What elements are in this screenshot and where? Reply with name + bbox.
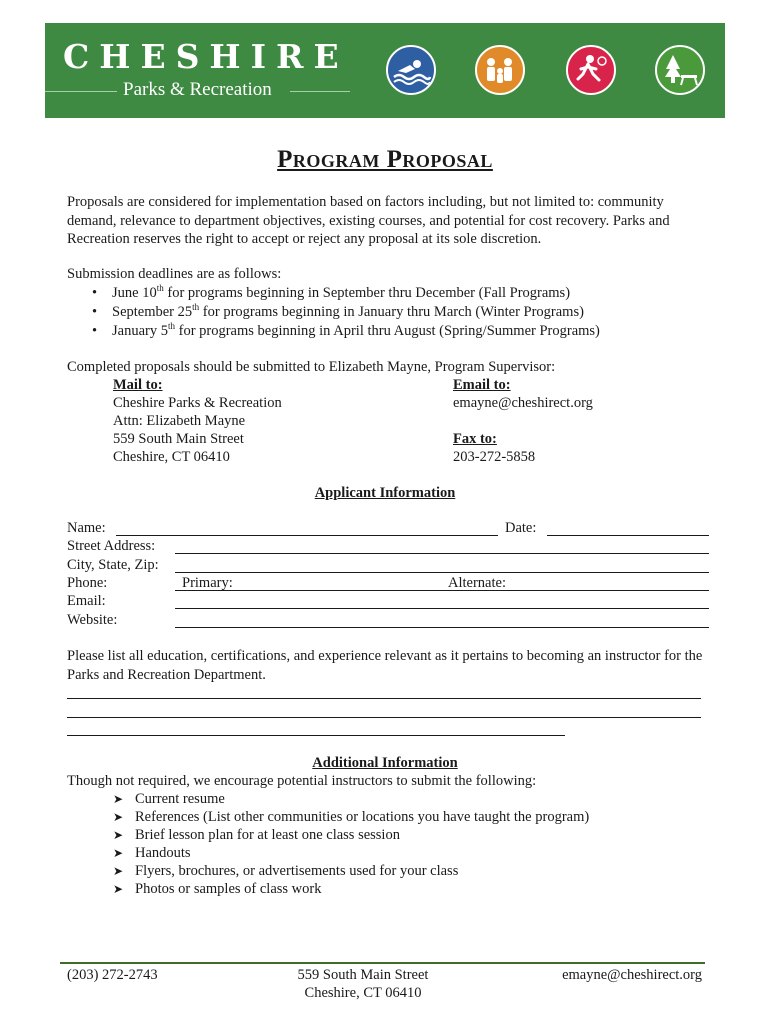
name-field[interactable] (116, 535, 498, 536)
fax-to-label: Fax to: (453, 431, 497, 447)
submission-intro: Completed proposals should be submitted to Elizabeth Mayne, Program Supervisor: (67, 359, 556, 375)
email-address[interactable]: emayne@cheshirect.org (453, 395, 593, 411)
website-label: Website: (67, 612, 118, 628)
email-to-label: Email to: (453, 377, 511, 393)
footer-phone: (203) 272-2743 (67, 967, 158, 983)
family-icon (475, 45, 525, 95)
experience-line[interactable] (67, 717, 701, 718)
mail-line: 559 South Main Street (113, 431, 244, 447)
alternate-label: Alternate: (448, 575, 506, 591)
phone-field[interactable] (175, 590, 709, 591)
list-item: ➤ Current resume (113, 791, 225, 807)
city-field[interactable] (175, 572, 709, 573)
brand-title: CHESHIRE (63, 37, 349, 76)
website-field[interactable] (175, 627, 709, 628)
picnic-tree-icon (655, 45, 705, 95)
footer-address-line2: Cheshire, CT 06410 (304, 985, 422, 1001)
city-label: City, State, Zip: (67, 557, 159, 573)
footer-divider (60, 962, 705, 964)
deadline-item: • June 10th for programs beginning in September thru December (Fall Programs) (92, 284, 712, 303)
name-label: Name: (67, 520, 106, 536)
applicant-heading: Applicant Information (314, 485, 456, 501)
deadline-item: • January 5th for programs beginning in April thru August (Spring/Summer Programs) (92, 322, 712, 341)
additional-heading: Additional Information (312, 755, 458, 771)
street-field[interactable] (175, 553, 709, 554)
additional-list (113, 790, 673, 898)
primary-label: Primary: (182, 575, 233, 591)
list-item: ➤ Photos or samples of class work (113, 881, 322, 897)
mail-line: Attn: Elizabeth Mayne (113, 413, 246, 429)
list-item: ➤ References (List other communities or locations you have taught the program) (113, 809, 590, 825)
footer-address-line1: 559 South Main Street (297, 967, 429, 983)
arrow-bullet-icon: ➤ (113, 864, 124, 878)
deadlines-list (92, 284, 712, 341)
arrow-bullet-icon: ➤ (113, 810, 124, 824)
swimmer-icon (386, 45, 436, 95)
header-banner (45, 23, 725, 118)
brand-divider-right (290, 91, 350, 92)
mail-line: Cheshire, CT 06410 (113, 449, 230, 465)
brand-subtitle: Parks & Recreation (123, 79, 272, 100)
runner-icon (566, 45, 616, 95)
arrow-bullet-icon: ➤ (113, 882, 124, 896)
email-field[interactable] (175, 608, 709, 609)
page-title: Program Proposal (277, 146, 493, 173)
deadline-item: • September 25th for programs beginning in January thru March (Winter Programs) (92, 303, 712, 322)
email-label: Email: (67, 593, 106, 609)
experience-prompt: Please list all education, certifications, and experience relevant as it pertains to becoming an instructor for the Parks and Recreation Department. (67, 648, 703, 683)
intro-paragraph: Proposals are considered for implementation based on factors including, but not limited to: community demand, relevance to department objectives, existing courses, and potential for cost recovery. Parks and Recreation reserves the right to accept or reject any proposal at its sole discretion. (67, 194, 670, 247)
mail-line: Cheshire Parks & Recreation (113, 395, 282, 411)
mail-to-label: Mail to: (113, 377, 163, 393)
deadlines-heading: Submission deadlines are as follows: (67, 266, 282, 282)
street-label: Street Address: (67, 538, 156, 554)
experience-line[interactable] (67, 698, 701, 699)
footer-email[interactable]: emayne@cheshirect.org (562, 967, 702, 983)
date-field[interactable] (547, 535, 709, 536)
date-label: Date: (505, 520, 537, 536)
arrow-bullet-icon: ➤ (113, 846, 124, 860)
phone-label: Phone: (67, 575, 108, 591)
experience-line[interactable] (67, 735, 565, 736)
brand-divider-left (45, 91, 117, 92)
arrow-bullet-icon: ➤ (113, 792, 124, 806)
list-item: ➤ Brief lesson plan for at least one class session (113, 827, 400, 843)
list-item: ➤ Handouts (113, 845, 191, 861)
list-item: ➤ Flyers, brochures, or advertisements used for your class (113, 863, 459, 879)
fax-number: 203-272-5858 (453, 449, 536, 465)
arrow-bullet-icon: ➤ (113, 828, 124, 842)
additional-intro: Though not required, we encourage potential instructors to submit the following: (67, 773, 537, 789)
